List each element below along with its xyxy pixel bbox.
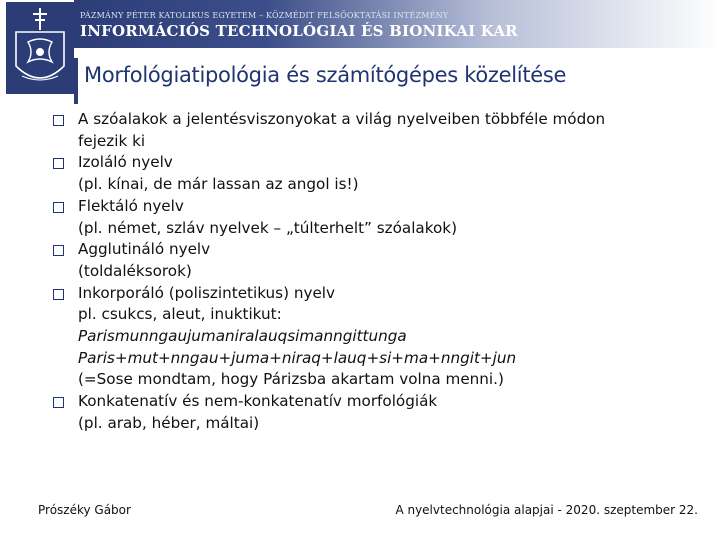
university-name: PÁZMÁNY PÉTER KATOLIKUS EGYETEM – KÖZMÉDIT FELSŐOKTATÁSI INTÉZMÉNY: [80, 11, 449, 20]
university-crest-icon: [6, 2, 74, 94]
slide-title: Morfológiatipológia és számítógépes közelítése: [84, 63, 567, 87]
footer-author: Prószéky Gábor: [38, 503, 131, 517]
item-text: (pl. arab, héber, máltai): [78, 413, 260, 432]
item-text: Agglutináló nyelv: [78, 240, 211, 259]
item-text: fejezik ki: [78, 131, 146, 150]
example-segmentation: Paris+mut+nngau+juma+niraq+lauq+si+ma+nngit+jun: [78, 348, 517, 367]
example-word: Parismunngaujumaniralauqsimanngittunga: [78, 327, 407, 346]
item-text: (toldaléksorok): [78, 261, 192, 280]
footer-course-date: A nyelvtechnológia alapjai - 2020. szeptember 22.: [395, 503, 698, 517]
header: [0, 0, 720, 50]
list-item: [44, 391, 704, 434]
checkbox-bullet-icon: [53, 202, 64, 213]
item-text: A szóalakok a jelentésviszonyokat a világ nyelveiben többféle módon: [78, 110, 606, 128]
list-item: [44, 239, 704, 282]
checkbox-bullet-icon: [53, 115, 64, 126]
checkbox-bullet-icon: [53, 245, 64, 256]
example-translation: (=Sose mondtam, hogy Párizsba akartam volna menni.): [78, 370, 504, 389]
checkbox-bullet-icon: [53, 158, 64, 169]
checkbox-bullet-icon: [53, 397, 64, 408]
item-text: pl. csukcs, aleut, inuktikut:: [78, 305, 282, 324]
list-item: [44, 152, 704, 195]
item-text: Flektáló nyelv: [78, 196, 184, 215]
list-item: [44, 283, 704, 392]
faculty-name: INFORMÁCIÓS TECHNOLÓGIAI ÉS BIONIKAI KAR: [80, 22, 518, 40]
list-item: [44, 109, 704, 152]
item-text: Konkatenatív és nem-konkatenatív morfológiák: [78, 392, 438, 411]
item-text: (pl. német, szláv nyelvek – „túlterhelt” szóalakok): [78, 218, 457, 237]
item-text: Inkorporáló (poliszintetikus) nyelv: [78, 283, 336, 302]
title-accent-bar: [74, 58, 78, 104]
list-item: [44, 196, 704, 239]
item-text: Izoláló nyelv: [78, 153, 173, 172]
item-text: (pl. kínai, de már lassan az angol is!): [78, 175, 359, 194]
checkbox-bullet-icon: [53, 289, 64, 300]
bullet-list: [44, 109, 704, 435]
